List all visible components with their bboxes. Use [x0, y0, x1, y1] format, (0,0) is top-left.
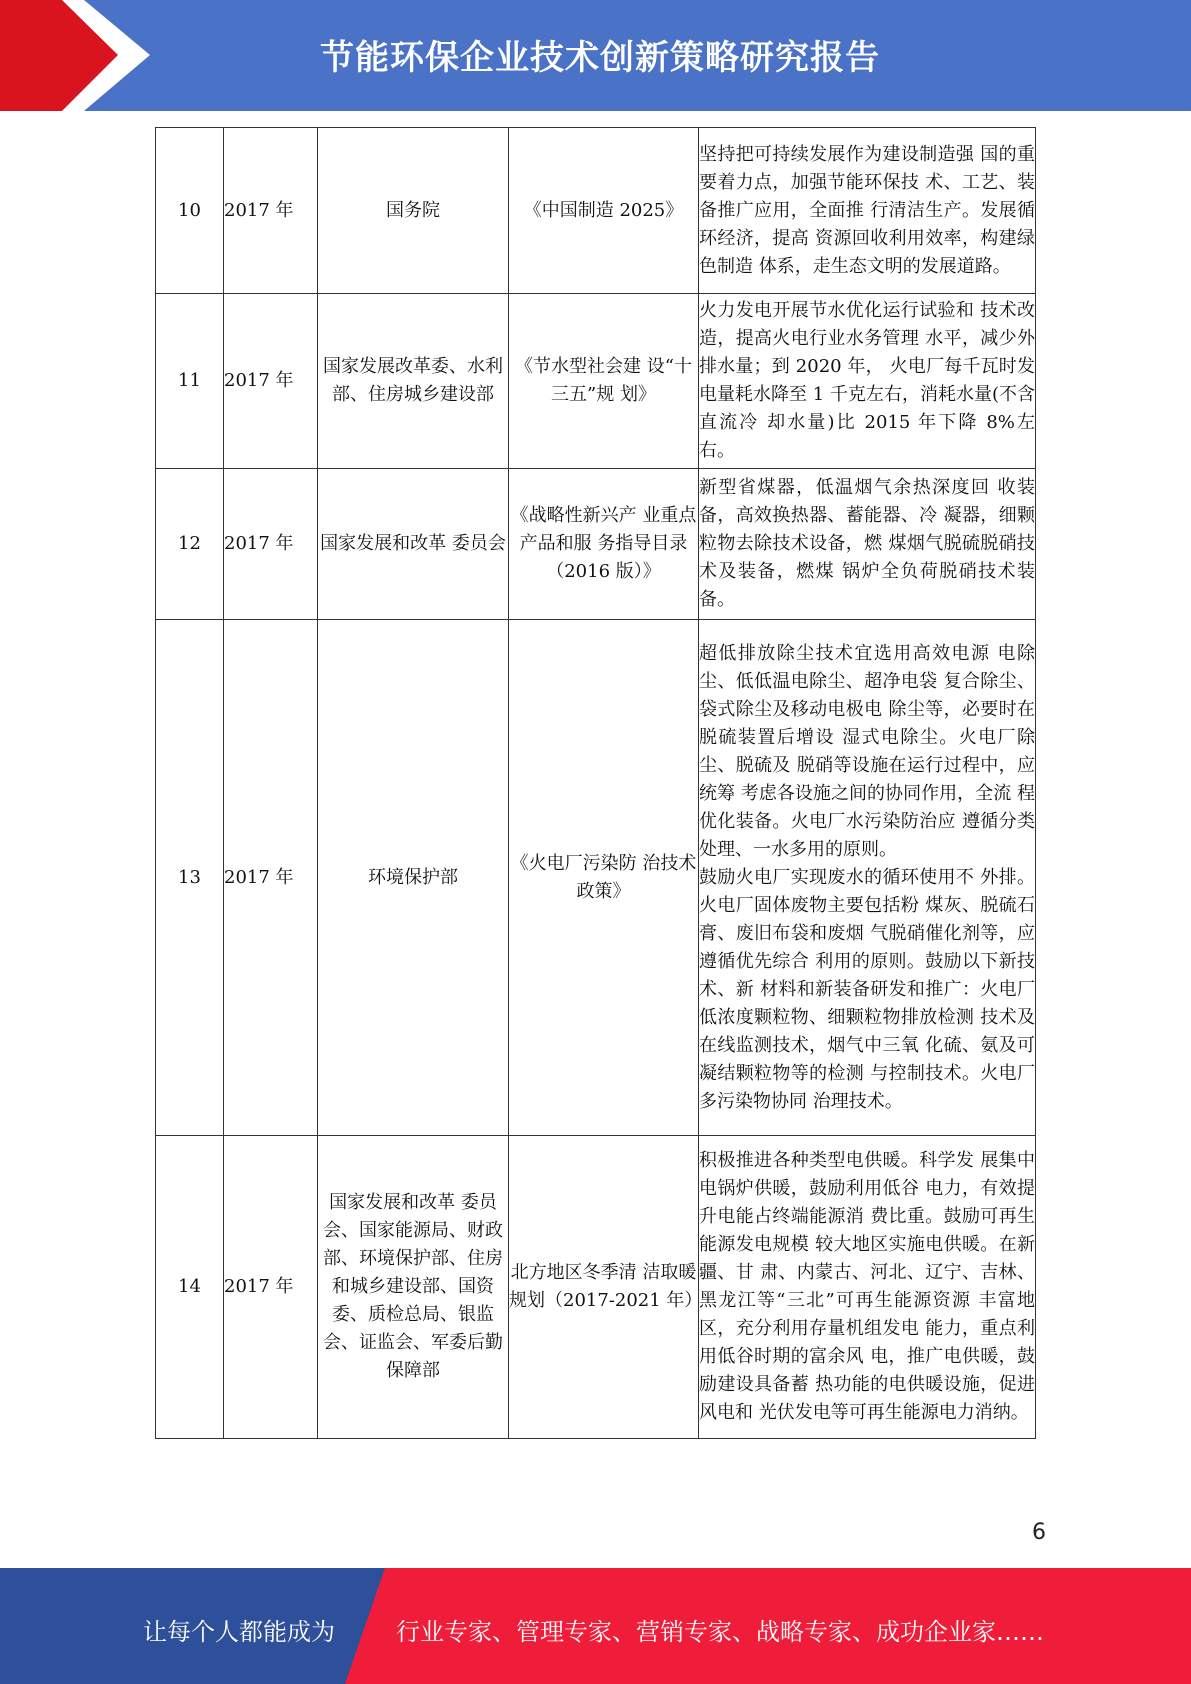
row-content: 火力发电开展节水优化运行试验和 技术改造，提高火电行业水务管理 水平，减少外排水量；到 2020 年， 火电厂每千瓦时发电量耗水降至 1 千克左右，消耗水量(不含直流冷 却水量)比 2015 年下降 8%左右。 [699, 294, 1036, 469]
table-row [156, 1136, 1036, 1439]
policy-table [155, 127, 1036, 1439]
row-department: 国家发展和改革 委员会 [318, 469, 509, 620]
page-footer [0, 1568, 1191, 1684]
row-year: 2017 年 [224, 128, 318, 294]
row-content: 新型省煤器，低温烟气余热深度回 收装备，高效换热器、蓄能器、冷 凝器，细颗粒物去除技术设备，燃 煤烟气脱硫脱硝技术及装备，燃煤 锅炉全负荷脱硝技术装备。 [699, 469, 1036, 620]
row-document: 《节水型社会建 设“十三五”规 划》 [509, 294, 699, 469]
row-number: 12 [156, 469, 224, 620]
page-header [0, 0, 1191, 111]
row-year: 2017 年 [224, 469, 318, 620]
policy-table-wrapper [155, 127, 1036, 1439]
row-year: 2017 年 [224, 294, 318, 469]
table-row [156, 620, 1036, 1136]
row-content [699, 620, 1036, 1136]
row-document: 《中国制造 2025》 [509, 128, 699, 294]
row-document: 《战略性新兴产 业重点产品和服 务指导目录（2016 版）》 [509, 469, 699, 620]
row-document: 《火电厂污染防 治技术政策》 [509, 620, 699, 1136]
row-department: 国家发展改革委、水利部、住房城乡建设部 [318, 294, 509, 469]
table-row [156, 128, 1036, 294]
row-content-clipped: 积极推进各种类型电供暖。科学发 展集中电锅炉供暖，鼓励利用低谷 电力，有效提升电能占终端能源消 费比重。鼓励可再生能源发电规模 较大地区实施电供暖。在新疆、甘 肃、内蒙古、河北、辽宁、吉林、 黑龙江等“三北”可再生能源资源 丰富地区，充分利用存量机组发电 能力，重点利用低谷时期的富余风 电，推广电供暖，鼓励建设具备蓄 热功能的电供暖设施，促进风电和 光伏发电等可再生能源电力消纳。 [699, 1150, 1035, 1423]
row-content-paragraph: 鼓励火电厂实现废水的循环使用不 外排。火电厂固体废物主要包括粉 煤灰、脱硫石膏、废旧布袋和废烟 气脱硝催化剂等，应遵循优先综合 利用的原则。鼓励以下新技术、新 材料和新装备研发和推广：火电厂 低浓度颗粒物、细颗粒物排放检测 技术及在线监测技术，烟气中三氧 化硫、氨及可凝结颗粒物等的检测 与控制技术。火电厂多污染物协同 治理技术。 [699, 866, 1035, 1112]
row-content-paragraph: 超低排放除尘技术宜选用高效电源 电除尘、低低温电除尘、超净电袋 复合除尘、袋式除尘及移动电极电 除尘等，必要时在脱硫装置后增设 湿式电除尘。火电厂除尘、脱硫及 脱硝等设施在运行过程中，应统筹 考虑各设施之间的协同作用，全流 程优化装备。火电厂水污染防治应 遵循分类处理、一水多用的原则。 [699, 642, 1035, 860]
footer-slogan-right: 行业专家、管理专家、营销专家、战略专家、成功企业家…… [396, 1618, 1044, 1646]
footer-slogan-left: 让每个人都能成为 [143, 1618, 335, 1646]
row-content: 坚持把可持续发展作为建设制造强 国的重要着力点，加强节能环保技 术、工艺、装备推广应用，全面推 行清洁生产。发展循环经济，提高 资源回收利用效率，构建绿色制造 体系，走生态文明的发展道路。 [699, 128, 1036, 294]
row-department: 国家发展和改革 委员会、国家能源局、财政部、环境保护部、住房和城乡建设部、国资委、质检总局、银监会、证监会、军委后勤保障部 [318, 1136, 509, 1439]
row-department: 环境保护部 [318, 620, 509, 1136]
row-year: 2017 年 [224, 620, 318, 1136]
row-number: 13 [156, 620, 224, 1136]
table-row [156, 294, 1036, 469]
row-number: 14 [156, 1136, 224, 1439]
row-year: 2017 年 [224, 1136, 318, 1439]
row-number: 10 [156, 128, 224, 294]
report-title: 节能环保企业技术创新策略研究报告 [320, 38, 880, 78]
header-arrow-icon [0, 0, 160, 111]
row-number: 11 [156, 294, 224, 469]
row-department: 国务院 [318, 128, 509, 294]
table-row [156, 469, 1036, 620]
row-document: 北方地区冬季清 洁取暖规划（2017-2021 年） [509, 1136, 699, 1439]
row-content [699, 1136, 1036, 1439]
page-number: 6 [1032, 1520, 1046, 1545]
